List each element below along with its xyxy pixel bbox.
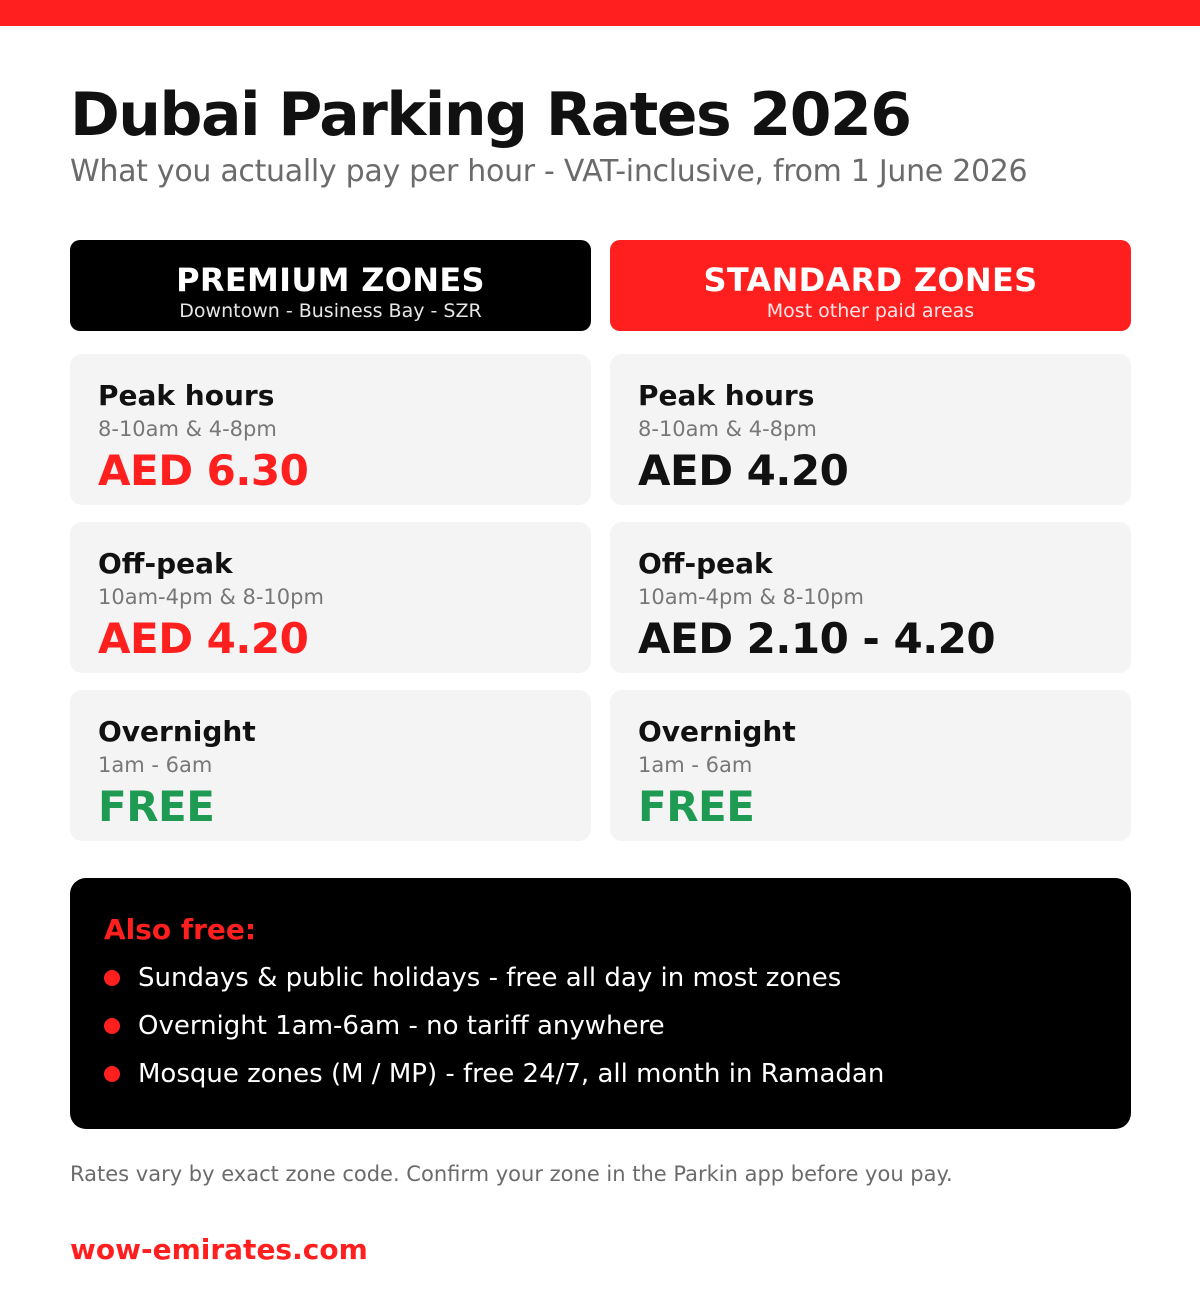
list-item-text: Overnight 1am-6am - no tariff anywhere (138, 1011, 665, 1041)
rate-value: FREE (638, 782, 755, 831)
premium-zones-header (70, 240, 591, 331)
standard-zones-title: STANDARD ZONES (703, 261, 1038, 299)
standard-zones-header (610, 240, 1131, 331)
footnote: Rates vary by exact zone code. Confirm your zone in the Parkin app before you pay. (70, 1162, 953, 1186)
list-item (104, 1002, 1131, 1050)
rate-label: Off-peak (98, 547, 233, 580)
list-item (104, 954, 1131, 1002)
rate-hours: 10am-4pm & 8-10pm (98, 585, 324, 609)
rate-hours: 8-10am & 4-8pm (98, 417, 277, 441)
premium-zones-title: PREMIUM ZONES (176, 261, 485, 299)
premium-zones-column (70, 240, 591, 831)
rate-value: AED 4.20 (638, 446, 849, 495)
top-accent-bar (0, 0, 1200, 26)
rate-value: AED 4.20 (98, 614, 309, 663)
standard-peak-card (610, 354, 1131, 505)
rate-hours: 1am - 6am (638, 753, 753, 777)
premium-overnight-card (70, 690, 591, 841)
list-item-text: Sundays & public holidays - free all day in most zones (138, 963, 842, 993)
bullet-dot-icon (104, 970, 120, 986)
list-item-text: Mosque zones (M / MP) - free 24/7, all month in Ramadan (138, 1059, 885, 1089)
premium-zones-subtitle: Downtown - Business Bay - SZR (179, 300, 482, 322)
standard-offpeak-card (610, 522, 1131, 673)
page-title: Dubai Parking Rates 2026 (70, 80, 911, 150)
also-free-list (104, 954, 1131, 1098)
premium-peak-card (70, 354, 591, 505)
list-item (104, 1050, 1131, 1098)
bullet-dot-icon (104, 1018, 120, 1034)
also-free-panel (70, 878, 1131, 1129)
standard-zones-column (610, 240, 1131, 831)
also-free-title: Also free: (104, 913, 257, 946)
rate-label: Peak hours (638, 379, 815, 412)
rate-hours: 10am-4pm & 8-10pm (638, 585, 864, 609)
rate-hours: 1am - 6am (98, 753, 213, 777)
rate-value: AED 6.30 (98, 446, 309, 495)
website-link[interactable]: wow-emirates.com (70, 1233, 368, 1266)
rate-value: FREE (98, 782, 215, 831)
rate-hours: 8-10am & 4-8pm (638, 417, 817, 441)
standard-overnight-card (610, 690, 1131, 841)
rate-label: Overnight (98, 715, 256, 748)
rate-label: Off-peak (638, 547, 773, 580)
page-subtitle: What you actually pay per hour - VAT-inclusive, from 1 June 2026 (70, 154, 1028, 189)
standard-zones-subtitle: Most other paid areas (766, 300, 975, 322)
premium-offpeak-card (70, 522, 591, 673)
rate-label: Overnight (638, 715, 796, 748)
bullet-dot-icon (104, 1066, 120, 1082)
rate-label: Peak hours (98, 379, 275, 412)
rate-value: AED 2.10 - 4.20 (638, 614, 996, 663)
